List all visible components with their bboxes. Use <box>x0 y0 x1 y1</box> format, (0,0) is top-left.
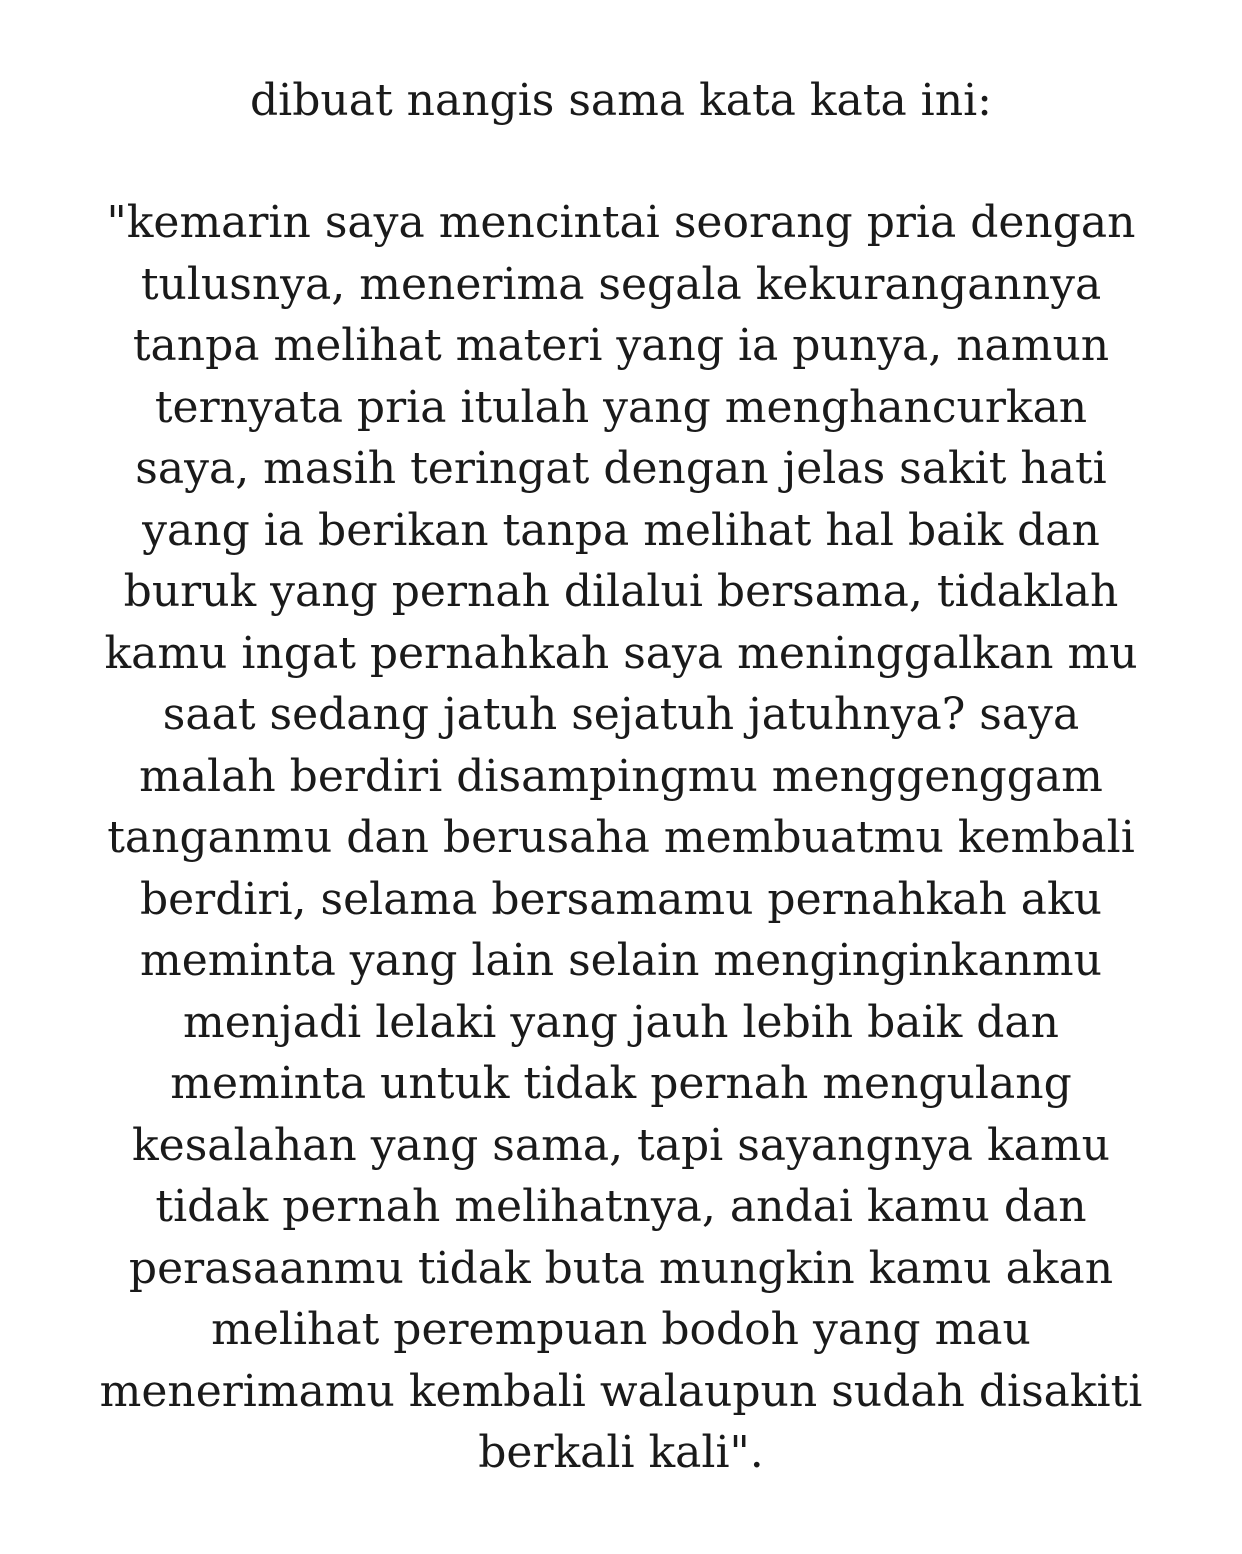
text-post <box>0 70 1242 1484</box>
quote-line: menerimamu kembali walaupun sudah disakiti <box>99 1365 1143 1417</box>
quote-line: tidak pernah melihatnya, andai kamu dan <box>155 1181 1087 1232</box>
quote-line: ternyata pria itulah yang menghancurkan <box>154 381 1088 433</box>
quote-line: tanganmu dan berusaha membuatmu kembali <box>107 812 1135 863</box>
quote-line: saya, masih teringat dengan jelas sakit hati <box>135 443 1107 494</box>
quote-line: kesalahan yang sama, tapi sayangnya kamu <box>132 1119 1110 1171</box>
quote-line: perasaanmu tidak buta mungkin kamu akan <box>128 1242 1114 1294</box>
quote-line: yang ia berikan tanpa melihat hal baik dan <box>142 504 1100 556</box>
quote-block <box>0 192 1242 1484</box>
quote-line: meminta yang lain selain menginginkanmu <box>140 935 1102 986</box>
quote-line: buruk yang pernah dilalui bersama, tidaklah <box>123 566 1119 617</box>
quote-line: berkali kali". <box>478 1427 764 1478</box>
quote-line: malah berdiri disampingmu menggenggam <box>139 750 1103 802</box>
quote-line: "kemarin saya mencintai seorang pria dengan <box>106 197 1136 248</box>
quote-line: tulusnya, menerima segala kekurangannya <box>140 258 1102 310</box>
quote-line: tanpa melihat materi yang ia punya, namun <box>132 320 1110 371</box>
quote-line: melihat perempuan bodoh yang mau <box>211 1304 1031 1355</box>
quote-line: kamu ingat pernahkah saya meninggalkan mu <box>104 627 1138 679</box>
quote-line: menjadi lelaki yang jauh lebih baik dan <box>183 996 1059 1048</box>
quote-line: meminta untuk tidak pernah mengulang <box>170 1058 1072 1109</box>
post-title: dibuat nangis sama kata kata ini: <box>249 75 992 126</box>
quote-line: saat sedang jatuh sejatuh jatuhnya? saya <box>162 689 1080 740</box>
quote-line: berdiri, selama bersamamu pernahkah aku <box>139 873 1103 925</box>
